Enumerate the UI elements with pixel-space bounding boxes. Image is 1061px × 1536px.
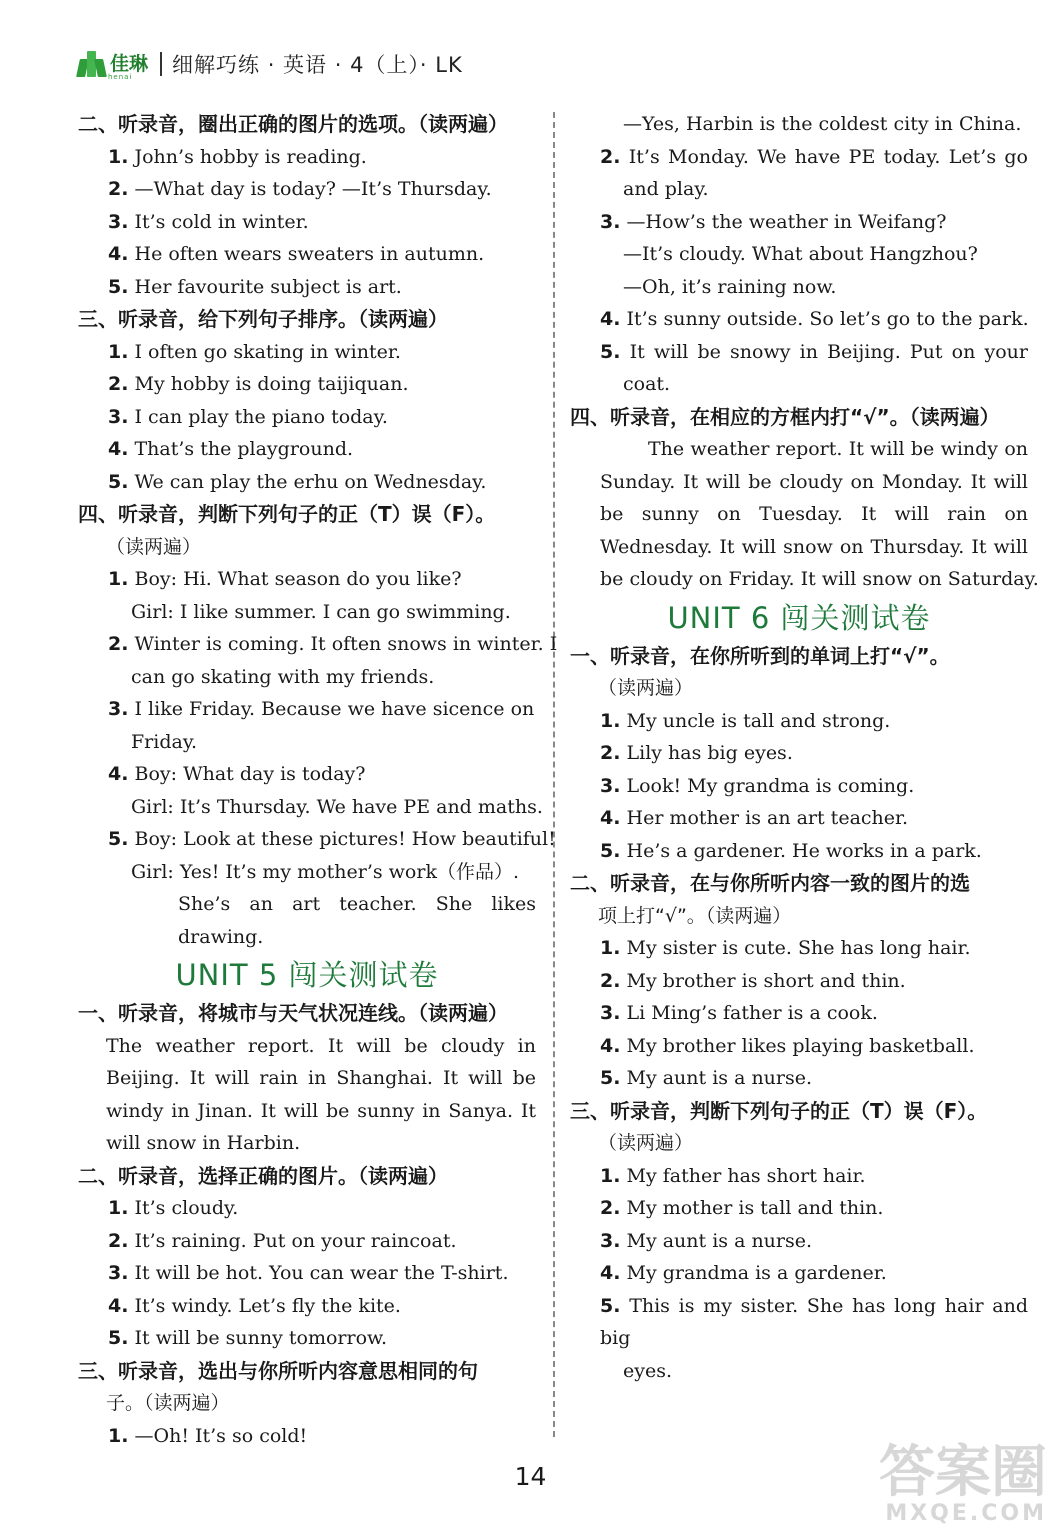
item-number: 2.	[600, 145, 621, 168]
item-continuation: Friday.	[131, 730, 198, 753]
item-text: —How’s the weather in Weifang?	[626, 210, 947, 233]
list-item	[570, 802, 1028, 835]
item-number: 5.	[108, 828, 129, 850]
item-text: It will be sunny tomorrow.	[134, 1327, 388, 1349]
list-item	[570, 336, 1028, 369]
item-number: 1.	[108, 145, 129, 168]
item-number: 2.	[600, 1197, 621, 1219]
list-item	[570, 705, 1028, 738]
logo-subtext: henai	[108, 73, 133, 81]
item-list	[78, 141, 536, 304]
item-text: Boy: What day is today?	[134, 763, 366, 785]
item-list	[78, 1192, 536, 1355]
list-item	[78, 823, 556, 856]
item-text: It’s windy. Let’s fly the kite.	[134, 1294, 401, 1317]
item-number: 5.	[600, 839, 621, 862]
item-text: I often go skating in winter.	[134, 340, 401, 363]
item-number: 1.	[600, 937, 621, 959]
list-item	[78, 466, 536, 499]
item-number: 1.	[108, 1424, 129, 1447]
item-text: Look! My grandma is coming.	[626, 774, 915, 797]
item-continuation: —Oh, it’s raining now.	[623, 275, 837, 298]
item-text: Her mother is an art teacher.	[626, 807, 909, 829]
item-text: My aunt is a nurse.	[626, 1067, 813, 1089]
list-item	[78, 368, 536, 401]
column-divider	[553, 112, 555, 1437]
section-heading: 二、听录音，在与你所听内容一致的图片的选	[570, 871, 970, 895]
item-text: I can play the piano today.	[134, 405, 388, 428]
item-number: 4.	[108, 243, 129, 265]
item-number: 5.	[108, 1327, 129, 1349]
list-item	[78, 758, 536, 791]
list-item	[570, 1062, 1028, 1095]
item-number: 1.	[600, 709, 621, 732]
unit-title: UNIT 5 闯关测试卷	[175, 958, 439, 992]
item-text: It’s raining. Put on your raincoat.	[134, 1229, 457, 1252]
section-heading: 一、听录音，在你所听到的单词上打“√”。	[570, 643, 950, 668]
left-column	[78, 108, 558, 1452]
item-continuation: Girl: It’s Thursday. We have PE and maths.	[131, 795, 543, 818]
list-item	[78, 1257, 536, 1290]
item-text: It will be snowy in Beijing. Put on your	[629, 340, 1028, 363]
section-heading-cont: 子。（读两遍）	[106, 1392, 230, 1414]
list-item	[78, 401, 536, 434]
item-number: 1.	[108, 568, 129, 590]
section-heading: 四、听录音，在相应的方框内打“√”。（读两遍）	[570, 404, 1000, 429]
item-continuation: coat.	[623, 373, 671, 395]
item-text: That’s the playground.	[134, 438, 354, 460]
item-number: 1.	[108, 340, 129, 363]
logo-icon	[78, 51, 106, 77]
item-number: 5.	[600, 1294, 621, 1317]
item-continuation: Girl: Yes! It’s my mother’s work（作品）.	[131, 860, 519, 883]
item-number: 4.	[600, 807, 621, 829]
list-item	[570, 303, 1028, 336]
list-item	[78, 1322, 536, 1355]
item-number: 4.	[600, 1034, 621, 1057]
item-text: My grandma is a gardener.	[626, 1262, 887, 1284]
item-number: 3.	[600, 210, 621, 233]
list-item	[78, 238, 536, 271]
page-number: 14	[514, 1462, 547, 1491]
logo-text: 佳琳	[110, 52, 149, 75]
item-number: 3.	[600, 1002, 621, 1024]
item-number: 5.	[600, 1067, 621, 1089]
item-continuation: Girl: I like summer. I can go swimming.	[131, 600, 511, 623]
list-item	[570, 1192, 1028, 1225]
header-separator	[160, 52, 162, 76]
item-text: My hobby is doing taijiquan.	[134, 373, 409, 395]
page-header	[78, 46, 463, 82]
item-number: 3.	[108, 1262, 129, 1284]
list-item	[570, 997, 1028, 1030]
passage-line: Sunday. It will be cloudy on Monday. It will	[600, 470, 1028, 493]
item-continuation: drawing.	[178, 925, 264, 948]
list-item	[78, 336, 536, 369]
item-number: 4.	[108, 1294, 129, 1317]
item-text: Boy: Hi. What season do you like?	[134, 568, 462, 590]
list-item	[78, 271, 536, 304]
item-text: My mother is tall and thin.	[626, 1197, 884, 1219]
item-number: 3.	[600, 1229, 621, 1252]
item-text: It’s sunny outside. So let’s go to the park.	[626, 308, 1029, 330]
item-number: 4.	[600, 308, 621, 330]
item-text: I like Friday. Because we have sicence on	[134, 698, 535, 720]
item-text: Her favourite subject is art.	[134, 275, 402, 298]
item-text: My sister is cute. She has long hair.	[626, 937, 971, 959]
item-text: It will be hot. You can wear the T-shirt.	[134, 1262, 509, 1284]
right-column	[570, 108, 1039, 1387]
item-list	[78, 336, 536, 499]
item-number: 5.	[108, 470, 129, 493]
item-number: 3.	[108, 210, 129, 233]
list-item	[570, 141, 1028, 174]
list-item	[78, 1225, 536, 1258]
item-text: —Oh! It’s so cold!	[134, 1424, 308, 1447]
list-item	[78, 173, 536, 206]
section-heading: 三、听录音，选出与你所听内容意思相同的句	[78, 1358, 478, 1383]
list-item	[570, 1160, 1028, 1193]
watermark	[879, 1440, 1047, 1526]
passage-line: Wednesday. It will snow on Thursday. It will	[600, 535, 1028, 558]
item-text: It’s cloudy.	[134, 1197, 239, 1219]
item-number: 3.	[600, 774, 621, 797]
list-item	[570, 1030, 1028, 1063]
item-text: This is my sister. She has long hair and big	[600, 1294, 1028, 1349]
item-number: 5.	[108, 275, 129, 298]
list-item	[78, 206, 536, 239]
item-text: He often wears sweaters in autumn.	[134, 243, 485, 265]
publisher-logo	[78, 51, 149, 81]
item-number: 1.	[600, 1164, 621, 1187]
list-item	[570, 1290, 1028, 1355]
item-number: 5.	[600, 340, 621, 363]
list-item	[570, 835, 1028, 868]
item-text: My uncle is tall and strong.	[626, 709, 891, 732]
item-number: 3.	[108, 698, 129, 720]
passage-line: Beijing. It will rain in Shanghai. It will be	[106, 1067, 536, 1089]
section-heading-cont: 项上打“√”。（读两遍）	[598, 904, 792, 927]
section-heading-cont: （读两遍）	[106, 535, 202, 558]
list-item	[78, 141, 536, 174]
passage-line: The weather report. It will be cloudy in	[106, 1034, 536, 1057]
item-text: Winter is coming. It often snows in winter. I	[134, 633, 558, 655]
item-continuation: eyes.	[623, 1359, 673, 1382]
item-number: 2.	[108, 178, 129, 200]
list-item	[570, 737, 1028, 770]
list-item	[78, 1192, 536, 1225]
item-number: 1.	[108, 1197, 129, 1219]
item-list	[570, 1160, 1028, 1290]
passage-line: will snow in Harbin.	[106, 1132, 301, 1154]
passage-line: The weather report. It will be windy on	[648, 438, 1028, 460]
item-number: 4.	[108, 438, 129, 460]
section-heading: 三、听录音，判断下列句子的正（T）误（F）。	[570, 1098, 988, 1123]
section-heading-cont: （读两遍）	[598, 677, 694, 699]
list-item	[78, 1420, 536, 1453]
item-number: 4.	[600, 1262, 621, 1284]
item-continuation: She’s an art teacher. She likes	[178, 893, 536, 915]
passage-line: be cloudy on Friday. It will snow on Saturday.	[600, 568, 1039, 590]
list-item	[78, 563, 536, 596]
item-number: 2.	[600, 969, 621, 992]
item-text: My brother likes playing basketball.	[626, 1034, 975, 1057]
passage-line: be sunny on Tuesday. It will rain on	[600, 503, 1028, 525]
section-heading: 四、听录音，判断下列句子的正（T）误（F）。	[78, 502, 496, 526]
item-text: John’s hobby is reading.	[134, 145, 367, 168]
watermark-url: MXQE.COM	[885, 1501, 1047, 1526]
list-item	[78, 628, 558, 661]
list-item	[570, 1225, 1028, 1258]
item-text: My aunt is a nurse.	[626, 1229, 813, 1252]
list-item	[570, 932, 1028, 965]
list-item	[570, 1257, 1028, 1290]
list-item	[78, 693, 536, 726]
item-text: He’s a gardener. He works in a park.	[626, 839, 982, 862]
item-continuation: and play.	[623, 178, 709, 200]
section-heading: 三、听录音，给下列句子排序。（读两遍）	[78, 307, 448, 331]
item-continuation: —It’s cloudy. What about Hangzhou?	[623, 243, 978, 265]
item-number: 2.	[108, 1229, 129, 1252]
list-item	[570, 965, 1028, 998]
item-text: My father has short hair.	[626, 1164, 866, 1187]
item-continuation: can go skating with my friends.	[131, 665, 435, 688]
book-title: 细解巧练 · 英语 · 4（上）· LK	[172, 53, 463, 77]
unit-title: UNIT 6 闯关测试卷	[667, 600, 931, 635]
item-text: It’s Monday. We have PE today. Let’s go	[628, 145, 1028, 168]
item-continuation: —Yes, Harbin is the coldest city in China.	[623, 113, 1022, 135]
item-text: We can play the erhu on Wednesday.	[134, 470, 487, 493]
item-number: 3.	[108, 405, 129, 428]
section-heading: 二、听录音，圈出正确的图片的选项。（读两遍）	[78, 112, 508, 136]
passage-line: windy in Jinan. It will be sunny in Sanya. It	[106, 1099, 536, 1122]
item-text: It’s cold in winter.	[134, 210, 309, 233]
section-heading-cont: （读两遍）	[598, 1132, 694, 1154]
item-number: 2.	[600, 742, 621, 764]
item-text: My brother is short and thin.	[626, 969, 906, 992]
list-item	[570, 770, 1028, 803]
item-text: Lily has big eyes.	[626, 742, 793, 764]
section-heading: 二、听录音，选择正确的图片。（读两遍）	[78, 1163, 448, 1188]
item-text: Boy: Look at these pictures! How beautiful!	[134, 828, 556, 850]
list-item	[570, 206, 1028, 239]
item-number: 2.	[108, 633, 129, 655]
list-item	[78, 433, 536, 466]
section-heading: 一、听录音，将城市与天气状况连线。（读两遍）	[78, 1001, 508, 1025]
item-number: 4.	[108, 763, 129, 785]
item-text: —What day is today? —It’s Thursday.	[134, 178, 492, 200]
item-text: Li Ming’s father is a cook.	[626, 1002, 878, 1024]
item-list	[570, 705, 1028, 868]
watermark-logo-text: 答案圈	[879, 1440, 1047, 1505]
item-number: 2.	[108, 373, 129, 395]
item-list	[570, 932, 1028, 1095]
list-item	[78, 1290, 536, 1323]
